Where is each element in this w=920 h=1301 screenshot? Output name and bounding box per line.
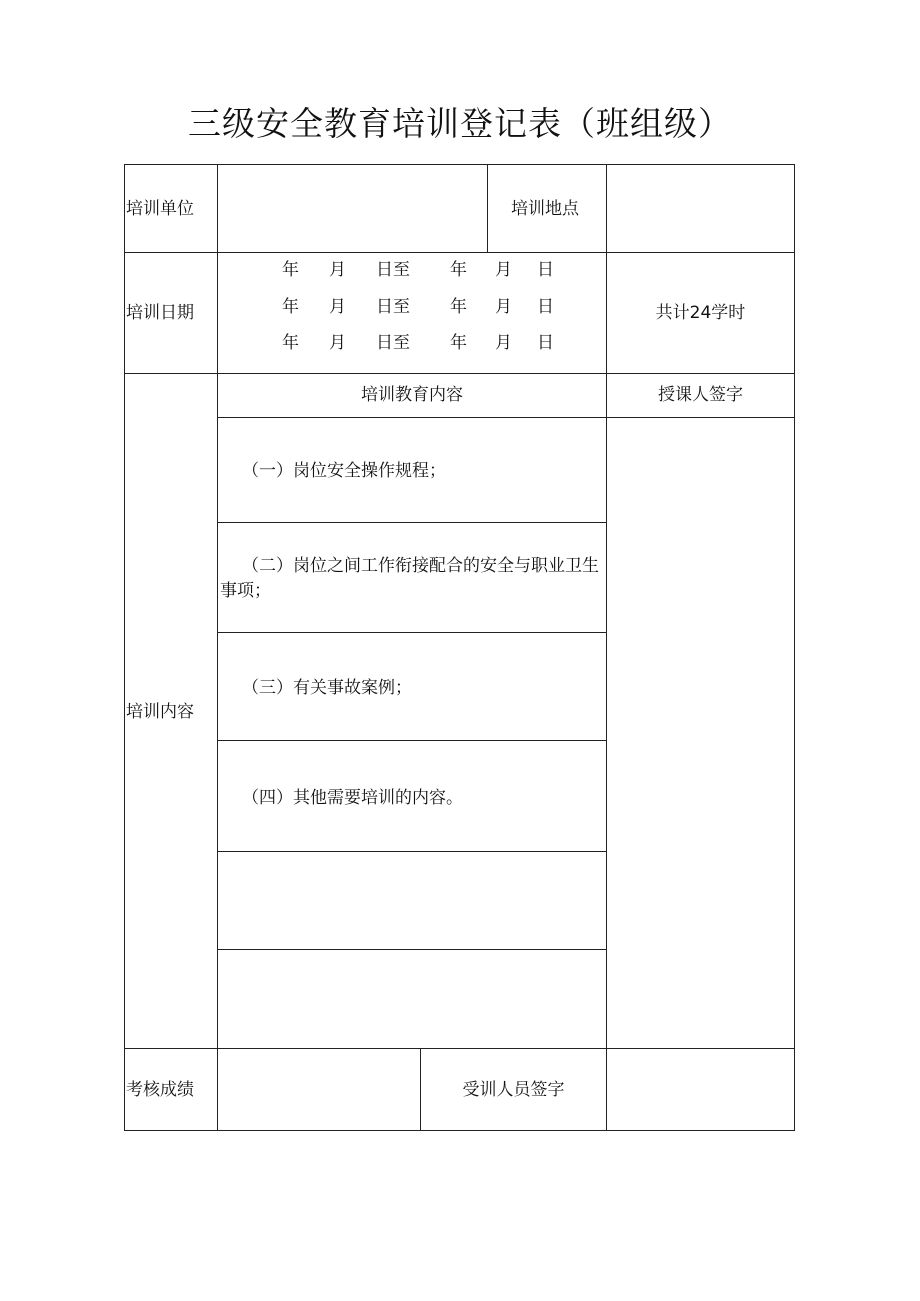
row-divider	[217, 851, 607, 852]
row-divider	[217, 522, 607, 523]
trainee-signature-label: 受训人员签字	[462, 1080, 565, 1100]
row-divider	[217, 740, 607, 741]
row-divider	[124, 373, 795, 374]
training-date-label: 培训日期	[126, 303, 194, 323]
row-divider	[124, 1048, 795, 1049]
row-divider	[124, 252, 795, 253]
day-unit: 日	[537, 260, 554, 280]
training-content-label: 培训内容	[126, 702, 194, 722]
content-item: （一）岗位安全操作规程；	[242, 461, 446, 481]
column-divider	[217, 164, 218, 1131]
table-border-right	[794, 164, 795, 1131]
month-unit: 月	[495, 297, 512, 317]
table-border-bottom	[124, 1130, 795, 1131]
table-border-left	[124, 164, 125, 1131]
content-header: 培训教育内容	[361, 385, 463, 405]
column-divider	[487, 164, 488, 253]
row-divider	[217, 417, 795, 418]
year-unit: 年	[282, 260, 299, 280]
content-item: （二）岗位之间工作衔接配合的安全与职业卫生事项；	[220, 556, 599, 601]
year-unit: 年	[450, 260, 467, 280]
training-location-label: 培训地点	[511, 199, 579, 219]
training-unit-label: 培训单位	[126, 199, 194, 219]
day-unit: 日	[537, 297, 554, 317]
table-border-top	[124, 164, 795, 165]
content-item: （四）其他需要培训的内容。	[242, 788, 463, 808]
day-unit: 日	[537, 333, 554, 353]
month-unit: 月	[495, 260, 512, 280]
day-to-unit: 日至	[376, 333, 410, 353]
year-unit: 年	[282, 297, 299, 317]
month-unit: 月	[329, 260, 346, 280]
year-unit: 年	[450, 333, 467, 353]
month-unit: 月	[329, 297, 346, 317]
day-to-unit: 日至	[376, 297, 410, 317]
month-unit: 月	[329, 333, 346, 353]
month-unit: 月	[495, 333, 512, 353]
day-to-unit: 日至	[376, 260, 410, 280]
total-hours: 共计24学时	[655, 303, 746, 323]
year-unit: 年	[282, 333, 299, 353]
row-divider	[217, 632, 607, 633]
instructor-signature-header: 授课人签字	[658, 385, 743, 405]
content-item: （三）有关事故案例；	[242, 678, 412, 698]
assessment-score-label: 考核成绩	[126, 1080, 194, 1100]
row-divider	[217, 949, 607, 950]
year-unit: 年	[450, 297, 467, 317]
page-title: 三级安全教育培训登记表（班组级）	[188, 104, 732, 143]
